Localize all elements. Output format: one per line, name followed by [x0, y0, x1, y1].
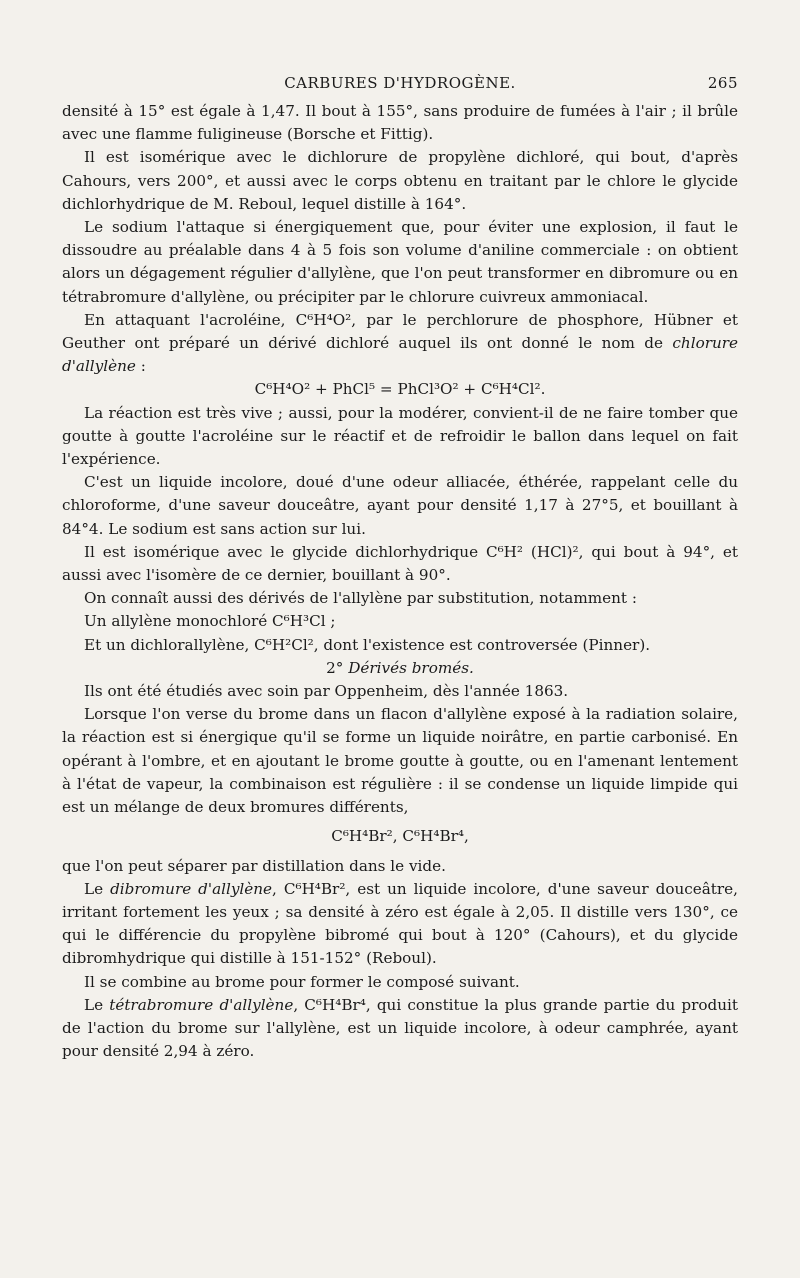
section-number: 2° — [326, 658, 344, 677]
paragraph-4-text: En attaquant l'acroléine, C⁶H⁴O², par le perchlorure de phosphore, Hübner et Geuther ont préparé un dérivé dichloré auquel ils ont donné le nom de — [62, 310, 738, 353]
paragraph-14-start: Le — [84, 879, 111, 898]
term-chlorure-allylene: chlorure d'allylène — [62, 334, 738, 376]
paragraph-14-text: , C⁶H⁴Br², est un liquide incolore, d'une saveur douceâtre, irritant fortement les yeux ; sa densité à zéro est égale à 2,05. Il distille vers 130°, ce qui le différencie du propylène bibromé qui bout à 120° (Cahours), et du glycide dibromhydrique qui distille à 151-152° (Reboul). — [62, 879, 738, 968]
paragraph-12: Lorsque l'on verse du brome dans un flacon d'allylène exposé à la radiation solaire, la réaction est si énergique qu'il se forme un liquide noirâtre, en partie carbonisé. En opérant à l'ombre, et en ajoutant le brome goutte à goutte, ou en l'amenant lentement à l'état de vapeur, la combinaison est régulière : il se condense un liquide limpide qui est un mélange de deux bromures différents, — [62, 705, 738, 817]
paragraph-16-text: , C⁶H⁴Br⁴, qui constitue la plus grande partie du produit de l'action du brome sur l'allylène, est un liquide incolore, à odeur camphrée, ayant pour densité 2,94 à zéro. — [62, 995, 739, 1061]
paragraph-11: Ils ont été étudiés avec soin par Oppenheim, dès l'année 1863. — [84, 682, 569, 701]
paragraph-9: Un allylène monochloré C⁶H³Cl ; — [84, 612, 336, 631]
formula-acroleine-reaction: C⁶H⁴O² + PhCl⁵ = PhCl³O² + C⁶H⁴Cl². — [254, 380, 546, 399]
section-heading — [62, 657, 738, 680]
term-tetrabromure-allylene: tétrabromure d'allylène — [109, 995, 294, 1014]
paragraph-1: densité à 15° est égale à 1,47. Il bout à 155°, sans produire de fumées à l'air ; il brûle avec une flamme fuligineuse (Borsche et Fittig). — [62, 102, 738, 144]
paragraph-5: La réaction est très vive ; aussi, pour la modérer, convient-il de ne faire tomber que goutte à goutte l'acroléine sur le réactif et de refroidir le ballon dans lequel on fait l'expérience. — [62, 403, 738, 469]
page-number: 265 — [707, 74, 738, 92]
body-text — [62, 100, 738, 1063]
paragraph-13: que l'on peut séparer par distillation dans le vide. — [62, 856, 446, 875]
paragraph-16 — [62, 994, 738, 1064]
running-title: CARBURES D'HYDROGÈNE. — [284, 74, 516, 92]
formula-bromides: C⁶H⁴Br², C⁶H⁴Br⁴, — [331, 827, 469, 846]
paragraph-15: Il se combine au brome pour former le composé suivant. — [84, 972, 520, 991]
paragraph-8: On connaît aussi des dérivés de l'allylène par substitution, notamment : — [84, 589, 637, 608]
paragraph-16-start: Le — [84, 995, 110, 1014]
paragraph-14 — [62, 878, 738, 971]
paragraph-4 — [62, 309, 738, 379]
section-title: Dérivés bromés. — [348, 658, 474, 677]
paragraph-10: Et un dichlorallylène, C⁶H²Cl², dont l'existence est controversée (Pinner). — [84, 635, 651, 654]
paragraph-7: Il est isomérique avec le glycide dichlorhydrique C⁶H² (HCl)², qui bout à 94°, et aussi avec l'isomère de ce dernier, bouillant à 90°. — [62, 542, 738, 585]
paragraph-3: Le sodium l'attaque si énergiquement que, pour éviter une explosion, il faut le dissoudre au préalable dans 4 à 5 fois son volume d'aniline commerciale : on obtient alors un dégagement régulier d'allylène, que l'on peut transformer en dibromure ou en tétrabromure d'allylène, ou précipiter par le chlorure cuivreux ammoniacal. — [62, 218, 738, 306]
paragraph-4-end: : — [135, 357, 146, 376]
paragraph-6: C'est un liquide incolore, doué d'une odeur alliacée, éthérée, rappelant celle du chloroforme, d'une saveur douceâtre, ayant pour densité 1,17 à 27°5, et bouillant à 84°4. Le sodium est sans action sur lui. — [62, 473, 738, 538]
paragraph-2: Il est isomérique avec le dichlorure de propylène dichloré, qui bout, d'après Cahours, vers 200°, et aussi avec le corps obtenu en traitant par le chlore le glycide dichlorhydrique de M. Reboul, lequel distille à 164°. — [62, 148, 738, 213]
term-dibromure-allylene: dibromure d'allylène — [110, 879, 273, 898]
running-header — [62, 74, 738, 96]
